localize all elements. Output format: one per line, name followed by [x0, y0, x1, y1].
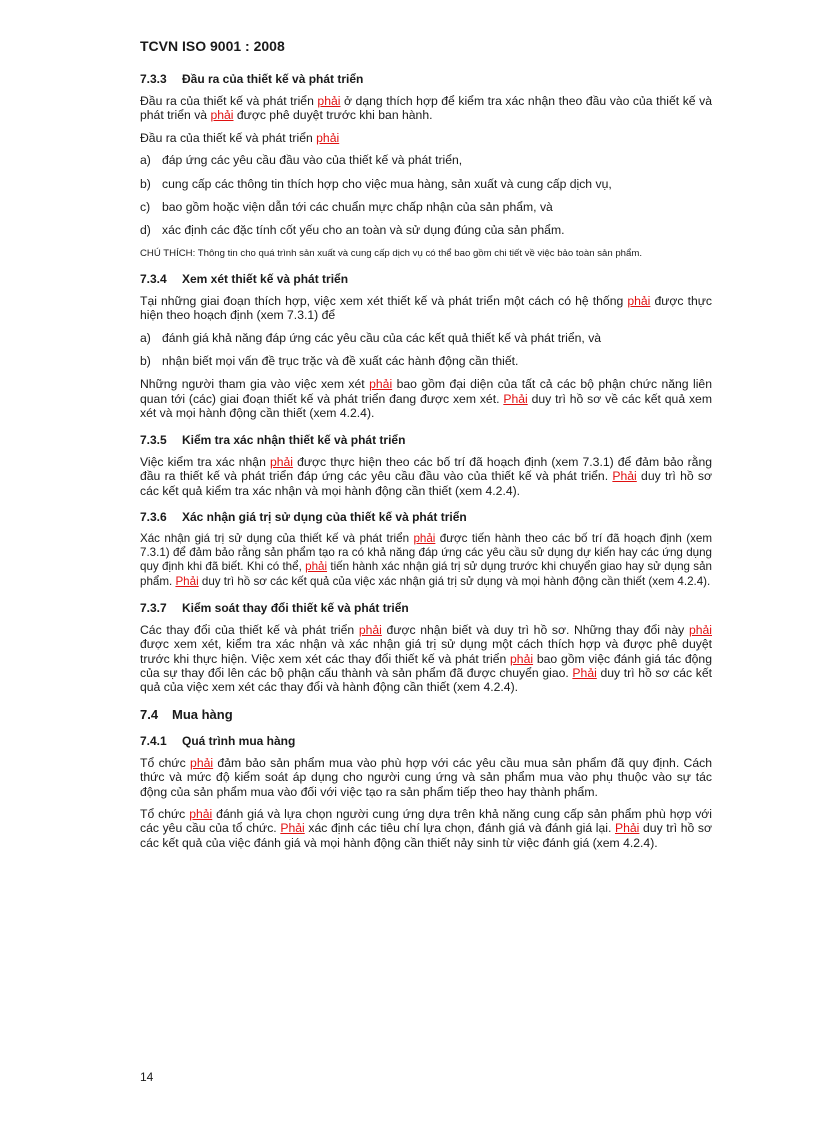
list-item: b) nhận biết mọi vấn đề trục trặc và đề xuất các hành động cần thiết. [140, 354, 519, 369]
list-item: a) đáp ứng các yêu cầu đầu vào của thiết kế và phát triển, [140, 153, 463, 168]
paragraph: Xác nhận giá trị sử dụng của thiết kế và phát triển phải được tiến hành theo các bố trí đã hoạch định (xem 7.3.1) để đảm bảo rằng sản phẩm tạo ra có khả năng đáp ứng các yêu cầu sử dụng dự kiến hay các ứng dụng quy định khi đã biết. Khi có thể, phải tiến hành xác nhận giá trị sử dụng trước khi chuyển giao hay sử dụng sản phẩm. Phải duy trì hồ sơ các kết quả của việc xác nhận giá trị sử dụng và mọi hành động cần thiết (xem 4.2.4). [140, 531, 713, 588]
highlighted-word: phải [317, 94, 341, 108]
highlighted-word: phải [316, 130, 340, 145]
highlighted-word: phải [189, 806, 213, 821]
section-number: 7.3.6 [140, 509, 167, 524]
highlighted-word: phải [358, 622, 382, 637]
paragraph: Tổ chức phải đảm bảo sản phẩm mua vào phù hợp với các yêu cầu mua sản phẩm đã quy định. Cách thức và mức độ kiểm soát áp dụng cho người cung ứng và sản phẩm mua vào phụ thuộc vào sự tác động của sản phẩm mua vào đối với việc tạo ra sản phẩm tiếp theo hay thành phẩm. [140, 755, 713, 799]
highlighted-word: phải [627, 293, 651, 308]
section-title: Xác nhận giá trị sử dụng của thiết kế và phát triển [182, 509, 467, 524]
section-number: 7.4 [140, 706, 159, 722]
section-number: 7.4.1 [140, 733, 167, 748]
highlighted-word: Phải [614, 821, 640, 836]
section-number: 7.3.5 [140, 432, 167, 447]
highlighted-word: Phải [572, 665, 597, 680]
section-heading-7-3-5 [140, 433, 712, 447]
paragraph: Đầu ra của thiết kế và phát triển phải ở dạng thích hợp để kiểm tra xác nhận theo đầu vào của thiết kế và phát triển và phải được phê duyệt trước khi ban hành. [140, 94, 712, 123]
highlighted-word: phải [305, 560, 328, 574]
section-heading-7-3-7 [140, 601, 712, 615]
section-number: 7.3.7 [140, 600, 167, 615]
paragraph: Việc kiểm tra xác nhận phải được thực hiện theo các bố trí đã hoạch định (xem 7.3.1) để đảm bảo rằng đầu ra thiết kế và phát triển đáp ứng các yêu cầu đầu vào của thiết kế và phát triển. Phải duy trì hồ sơ các kết quả kiểm tra xác nhận và mọi hành động cần thiết (xem 4.2.4). [140, 454, 713, 498]
section-title: Kiểm tra xác nhận thiết kế và phát triển [182, 432, 406, 447]
paragraph: Tổ chức phải đánh giá và lựa chọn người cung ứng dựa trên khả năng cung cấp sản phẩm phù hợp với các yêu cầu của tổ chức. Phải xác định các tiêu chí lựa chọn, đánh giá và đánh giá lại. Phải duy trì hồ sơ các kết quả của việc đánh giá và mọi hành động cần thiết nảy sinh từ việc đánh giá (xem 4.2.4). [140, 806, 712, 850]
list-item: d) xác định các đặc tính cốt yếu cho an toàn và sử dụng đúng của sản phẩm. [140, 223, 565, 238]
section-heading-7-4 [140, 707, 712, 722]
highlighted-word: phải [190, 755, 214, 770]
list-item: c) bao gồm hoặc viện dẫn tới các chuẩn mực chấp nhận của sản phẩm, và [140, 200, 553, 215]
section-title: Quá trình mua hàng [182, 733, 296, 748]
section-heading-7-3-3 [140, 72, 712, 86]
paragraph: Đầu ra của thiết kế và phát triển phải [140, 130, 340, 145]
paragraph: Tại những giai đoạn thích hợp, việc xem xét thiết kế và phát triển một cách có hệ thống phải được thực hiện theo hoạch định (xem 7.3.1) để [140, 293, 712, 323]
note: CHÚ THÍCH: Thông tin cho quá trình sản xuất và cung cấp dịch vụ có thể bao gồm chi tiết về việc bảo toàn sản phẩm. [140, 247, 642, 259]
page-number: 14 [140, 1070, 154, 1084]
highlighted-word: phải [210, 108, 234, 123]
list-item: a) đánh giá khả năng đáp ứng các yêu cầu của các kết quả thiết kế và phát triển, và [140, 330, 602, 345]
highlighted-word: Phải [503, 391, 528, 406]
paragraph: Các thay đổi của thiết kế và phát triển phải được nhận biết và duy trì hồ sơ. Những thay đổi này phải được xem xét, kiểm tra xác nhận và xác nhận giá trị sử dụng một cách thích hợp và được phê duyệt trước khi thực hiện. Việc xem xét các thay đổi thiết kế và phát triển phải bao gồm việc đánh giá tác động của sự thay đổi lên các bộ phận cấu thành và sản phẩm đã được chuyển giao. Phải duy trì hồ sơ các kết quả của việc xem xét các thay đổi và hành động cần thiết (xem 4.2.4). [140, 622, 712, 695]
section-number: 7.3.4 [140, 271, 167, 286]
document-page [140, 38, 712, 858]
highlighted-word: phải [688, 622, 712, 637]
section-title: Đầu ra của thiết kế và phát triển [182, 72, 364, 86]
highlighted-word: Phải [175, 574, 199, 588]
list-item: b) cung cấp các thông tin thích hợp cho việc mua hàng, sản xuất và cung cấp dịch vụ, [140, 176, 612, 191]
highlighted-word: phải [413, 531, 436, 545]
document-header: TCVN ISO 9001 : 2008 [140, 38, 285, 54]
section-title: Xem xét thiết kế và phát triển [182, 271, 349, 286]
highlighted-word: phải [369, 377, 393, 392]
section-title: Kiểm soát thay đổi thiết kế và phát triển [182, 600, 409, 615]
section-number: 7.3.3 [140, 72, 167, 86]
highlighted-word: phải [269, 454, 294, 469]
section-heading-7-4-1 [140, 734, 712, 748]
highlighted-word: Phải [612, 469, 637, 484]
highlighted-word: phải [510, 651, 534, 666]
section-heading-7-3-6 [140, 510, 712, 524]
paragraph: Những người tham gia vào việc xem xét phải bao gồm đại diện của tất cả các bộ phận chức năng liên quan tới (các) giai đoạn thiết kế và phát triển đang được xem xét. Phải duy trì hồ sơ về các kết quả xem xét và mọi hành động cần thiết (xem 4.2.4). [140, 377, 712, 421]
highlighted-word: Phải [280, 821, 305, 836]
section-title: Mua hàng [172, 706, 233, 722]
section-heading-7-3-4 [140, 272, 712, 286]
